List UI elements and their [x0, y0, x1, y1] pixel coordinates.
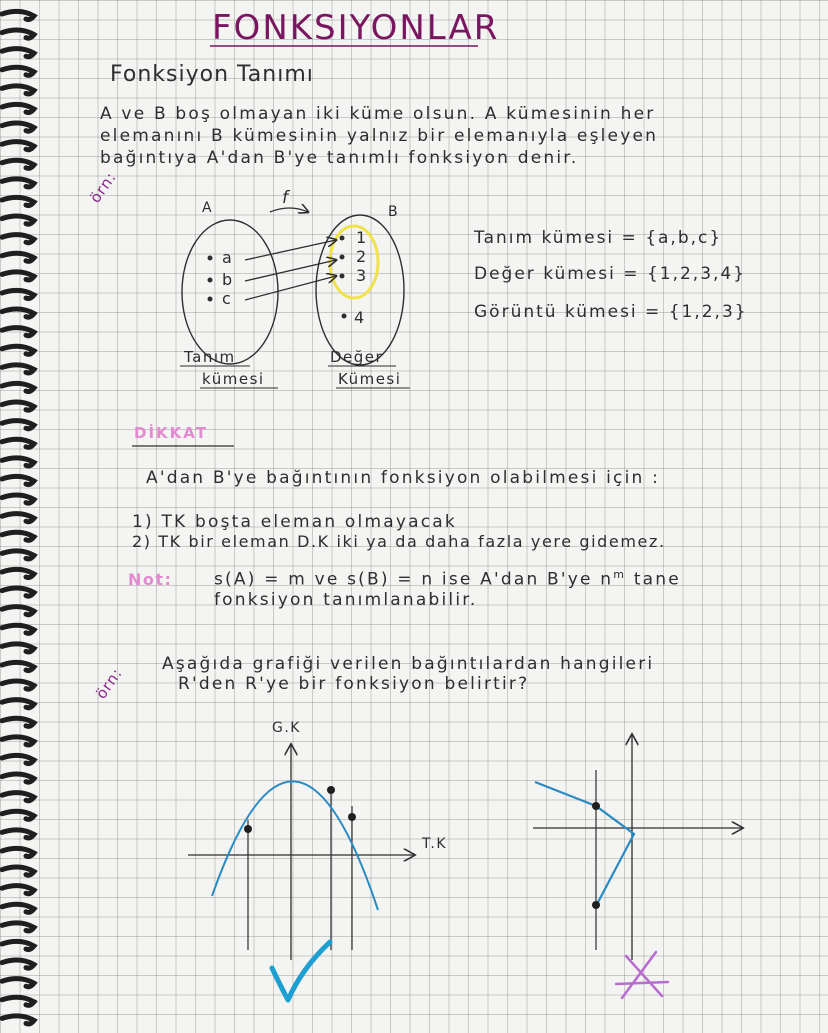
definition-line-2: elemanını B kümesinin yalnız bir elemanıyla eşleyen	[100, 126, 659, 146]
example-marker-2: örn:	[92, 664, 127, 703]
note-label: Not:	[128, 570, 173, 589]
cross-icon	[616, 952, 668, 998]
rule-1: 1) TK boşta eleman olmayacak	[132, 512, 457, 532]
question-line-1: Aşağıda grafiği verilen bağıntılardan hangileri	[162, 654, 655, 674]
element-1: 1	[356, 228, 368, 247]
note-tane: tane	[633, 569, 681, 590]
domain-set: Tanım kümesi = {a,b,c}	[474, 228, 723, 248]
image-set: Görüntü kümesi = {1,2,3}	[474, 302, 748, 322]
definition-line-1: A ve B boş olmayan iki küme olsun. A kümesinin her	[100, 104, 656, 124]
y-axis-label: G.K	[272, 720, 301, 736]
dikkat-heading: DİKKAT	[134, 424, 208, 442]
element-b: b	[222, 270, 234, 289]
range-caption-2: Kümesi	[338, 370, 402, 388]
check-icon	[272, 942, 330, 1000]
domain-caption-2: kümesi	[202, 370, 265, 388]
codomain-set: Değer kümesi = {1,2,3,4}	[474, 264, 747, 284]
definition-line-3: bağıntıya A'dan B'ye tanımlı fonksiyon denir.	[100, 148, 579, 168]
graph-1	[188, 745, 414, 1000]
function-label: f	[282, 188, 290, 208]
question-line-2: R'den R'ye bir fonksiyon belirtir?	[178, 674, 530, 694]
element-c: c	[222, 289, 233, 308]
note-line-2: fonksiyon tanımlanabilir.	[214, 590, 478, 610]
subtitle: Fonksiyon Tanımı	[110, 62, 314, 87]
element-4: 4	[354, 308, 366, 327]
domain-caption-1: Tanım	[184, 348, 236, 366]
range-caption-1: Değer	[330, 348, 384, 366]
page-title: FONKSIYONLAR	[212, 8, 500, 48]
note-exponent: m	[613, 568, 627, 581]
element-3: 3	[356, 266, 368, 285]
x-axis-label: T.K	[422, 836, 448, 852]
rule-2: 2) TK bir eleman D.K iki ya da daha fazla yere gidemez.	[132, 532, 666, 551]
example-marker-1: örn:	[86, 168, 121, 207]
note-text: s(A) = m ve s(B) = n ise A'dan B'ye n	[214, 569, 614, 590]
dikkat-intro: A'dan B'ye bağıntının fonksiyon olabilmesi için :	[146, 468, 661, 488]
set-b-label: B	[388, 204, 400, 220]
element-2: 2	[356, 247, 368, 266]
set-a-label: A	[202, 200, 214, 216]
graph-2	[533, 735, 742, 998]
element-a: a	[222, 248, 234, 267]
